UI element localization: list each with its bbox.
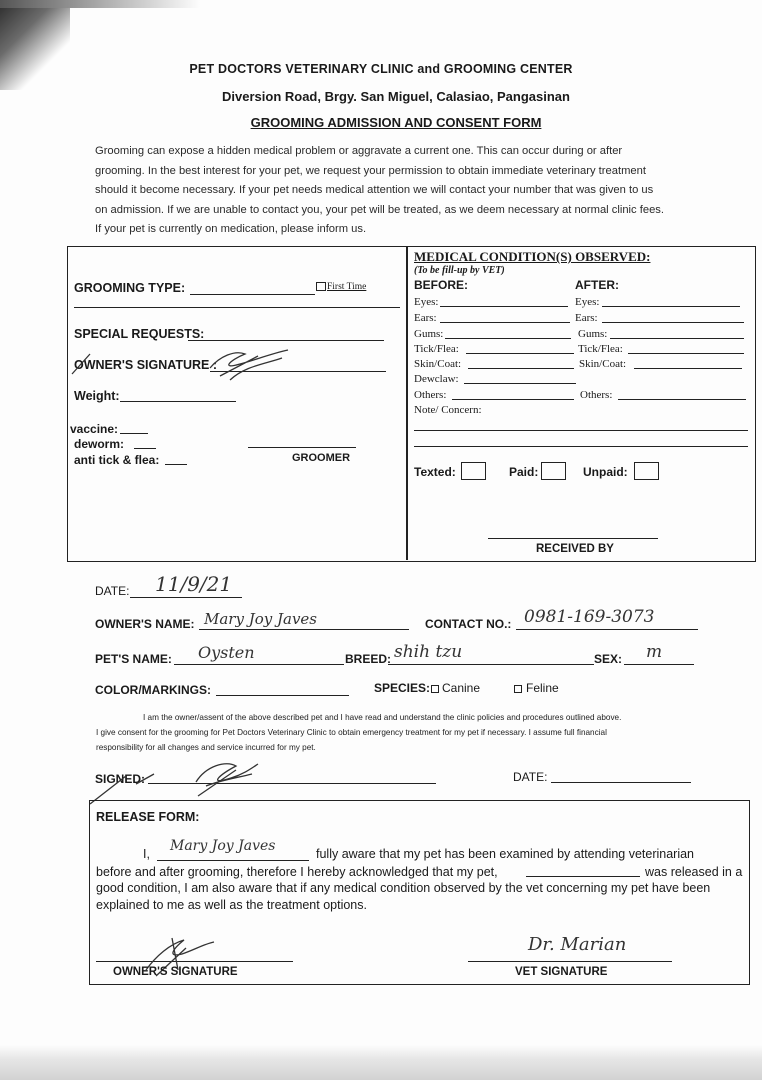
breed-label: BREED:	[345, 652, 392, 666]
deworm-field[interactable]	[134, 448, 156, 449]
release-text-2b: was released in a	[645, 865, 743, 879]
before-label: BEFORE:	[414, 278, 468, 292]
vet-name-value: Dr. Marian	[528, 934, 627, 955]
intro-line: on admission. If we are unable to contact you, your pet will be treated, as we deem necessary at normal clinic fees.	[95, 203, 664, 216]
release-text-4: explained to me as well as the treatment options.	[96, 898, 367, 912]
pet-name-field[interactable]	[174, 664, 344, 665]
medical-conditions-subtitle: (To be fill-up by VET)	[414, 265, 505, 276]
pet-name-label: PET'S NAME:	[95, 652, 172, 666]
canine-label: Canine	[442, 681, 481, 695]
signed-label: SIGNED:	[95, 772, 146, 786]
vet-signature-line[interactable]	[468, 961, 672, 962]
first-time-label: First Time	[327, 282, 367, 292]
date-label: DATE:	[95, 584, 130, 598]
release-name-field[interactable]	[157, 860, 309, 861]
after-gums-label: Gums:	[578, 328, 608, 340]
after-tick-label: Tick/Flea:	[578, 343, 623, 355]
texted-checkbox[interactable]	[461, 462, 486, 480]
before-eyes-label: Eyes:	[414, 296, 439, 308]
after-others-field[interactable]	[618, 399, 746, 400]
color-markings-field[interactable]	[216, 695, 349, 696]
intro-paragraph	[95, 142, 705, 240]
grooming-type-label: GROOMING TYPE:	[74, 281, 186, 295]
paid-checkbox[interactable]	[541, 462, 566, 480]
grooming-type-extra-line	[74, 307, 400, 308]
release-text-2a: before and after grooming, therefore I hereby acknowledged that my pet,	[96, 865, 498, 879]
sex-field[interactable]	[624, 664, 694, 665]
consent-date-label: DATE:	[513, 770, 548, 784]
owner-signature-label: OWNER'S SIGNATURE :	[74, 358, 218, 372]
first-time-checkbox[interactable]	[316, 282, 326, 291]
before-dewclaw-field[interactable]	[464, 383, 576, 384]
note-line-2[interactable]	[414, 446, 748, 447]
vaccine-label: vaccine:	[70, 422, 119, 436]
pet-name-value: Oysten	[198, 643, 255, 662]
sex-value: m	[646, 642, 663, 662]
contact-field[interactable]	[516, 629, 698, 630]
intro-line: grooming. In the best interest for your pet, we request your permission to obtain immediate veterinary treatment	[95, 164, 646, 177]
owner-signature-scribble	[70, 346, 295, 386]
color-markings-label: COLOR/MARKINGS:	[95, 683, 211, 697]
canine-checkbox[interactable]	[431, 685, 439, 693]
after-eyes-label: Eyes:	[575, 296, 600, 308]
after-skin-field[interactable]	[634, 368, 742, 369]
before-ears-label: Ears:	[414, 312, 437, 324]
before-others-field[interactable]	[452, 399, 574, 400]
anti-tick-field[interactable]	[165, 464, 187, 465]
consent-signature-scribble	[86, 756, 266, 806]
scan-edge-shadow	[0, 0, 200, 8]
release-form-title: RELEASE FORM:	[96, 810, 200, 824]
species-label: SPECIES:	[374, 681, 431, 695]
weight-label: Weight:	[74, 389, 120, 403]
groomer-signature-line[interactable]	[248, 447, 356, 448]
before-eyes-field[interactable]	[440, 306, 568, 307]
release-pet-field[interactable]	[526, 876, 640, 877]
before-skin-field[interactable]	[468, 368, 574, 369]
release-owner-signature-label: OWNER'S SIGNATURE	[113, 966, 238, 978]
release-text-3: good condition, I am also aware that if any medical condition observed by the vet concerning my pet have been	[96, 881, 711, 895]
contact-label: CONTACT NO.:	[425, 617, 512, 631]
release-name-value: Mary Joy Javes	[170, 838, 276, 854]
owner-name-value: Mary Joy Javes	[204, 610, 318, 628]
special-requests-label: SPECIAL REQUESTS:	[74, 327, 205, 341]
after-ears-label: Ears:	[575, 312, 598, 324]
clinic-name: PET DOCTORS VETERINARY CLINIC and GROOMING CENTER	[189, 62, 573, 76]
release-text-1: fully aware that my pet has been examined by attending veterinarian	[316, 847, 695, 861]
unpaid-label: Unpaid:	[583, 465, 628, 479]
groomer-label: GROOMER	[292, 452, 351, 464]
owner-name-field[interactable]	[199, 629, 409, 630]
intro-line: should it become necessary. If your pet needs medical attention we will contact your number that was given to us	[95, 184, 654, 196]
form-title: GROOMING ADMISSION AND CONSENT FORM	[250, 115, 542, 130]
box-divider	[406, 247, 408, 560]
after-others-label: Others:	[580, 389, 613, 401]
intro-line: If your pet is currently on medication, please inform us.	[95, 223, 367, 235]
paid-label: Paid:	[509, 465, 539, 479]
texted-label: Texted:	[414, 465, 456, 479]
after-gums-field[interactable]	[610, 338, 744, 339]
feline-label: Feline	[526, 681, 559, 695]
after-eyes-field[interactable]	[602, 306, 740, 307]
before-others-label: Others:	[414, 389, 447, 401]
before-gums-label: Gums:	[414, 328, 444, 340]
date-field[interactable]	[130, 597, 242, 598]
consent-line-1: I am the owner/assent of the above described pet and I have read and understand the clinic policies and procedures outlined above.	[143, 713, 622, 722]
before-tick-label: Tick/Flea:	[414, 343, 459, 355]
received-by-line[interactable]	[488, 538, 658, 539]
consent-date-field[interactable]	[551, 782, 691, 783]
weight-field[interactable]	[120, 401, 236, 402]
before-skin-label: Skin/Coat:	[414, 358, 462, 370]
clinic-address: Diversion Road, Brgy. San Miguel, Calasiao, Pangasinan	[222, 89, 570, 104]
unpaid-checkbox[interactable]	[634, 462, 659, 480]
before-dewclaw-label: Dewclaw:	[414, 373, 459, 385]
vet-signature-label: VET SIGNATURE	[515, 966, 608, 978]
breed-value: shih tzu	[394, 642, 463, 662]
consent-line-3: responsibility for all changes and service incurred for my pet.	[96, 743, 316, 752]
vaccine-field[interactable]	[120, 433, 148, 434]
scan-corner-shadow	[0, 0, 70, 90]
intro-line: Grooming can expose a hidden medical problem or aggravate a current one. This can occur during or after	[95, 145, 623, 157]
medical-conditions-title: MEDICAL CONDITION(S) OBSERVED:	[414, 249, 651, 264]
after-label: AFTER:	[575, 278, 619, 292]
note-line-1[interactable]	[414, 430, 748, 431]
after-skin-label: Skin/Coat:	[579, 358, 627, 370]
after-tick-field[interactable]	[628, 353, 744, 354]
received-by-label: RECEIVED BY	[536, 543, 614, 555]
release-i-label: I,	[143, 847, 150, 861]
breed-field[interactable]	[388, 664, 594, 665]
deworm-label: deworm:	[74, 437, 125, 451]
special-requests-field[interactable]	[188, 340, 384, 341]
contact-value: 0981-169-3073	[524, 607, 655, 627]
before-ears-field[interactable]	[440, 322, 570, 323]
sex-label: SEX:	[594, 652, 623, 666]
after-ears-field[interactable]	[602, 322, 744, 323]
owner-name-label: OWNER'S NAME:	[95, 617, 195, 631]
scan-bottom-shadow	[0, 1045, 762, 1080]
grooming-type-field[interactable]	[190, 294, 315, 295]
anti-tick-label: anti tick & flea:	[74, 453, 160, 467]
before-gums-field[interactable]	[445, 338, 571, 339]
before-tick-field[interactable]	[466, 353, 574, 354]
note-concern-label: Note/ Concern:	[414, 404, 482, 416]
consent-line-2: I give consent for the grooming for Pet Doctors Veterinary Clinic to obtain emergency treatment for my pet if necessary. I assume full financial	[96, 728, 607, 737]
date-value: 11/9/21	[155, 572, 233, 596]
feline-checkbox[interactable]	[514, 685, 522, 693]
